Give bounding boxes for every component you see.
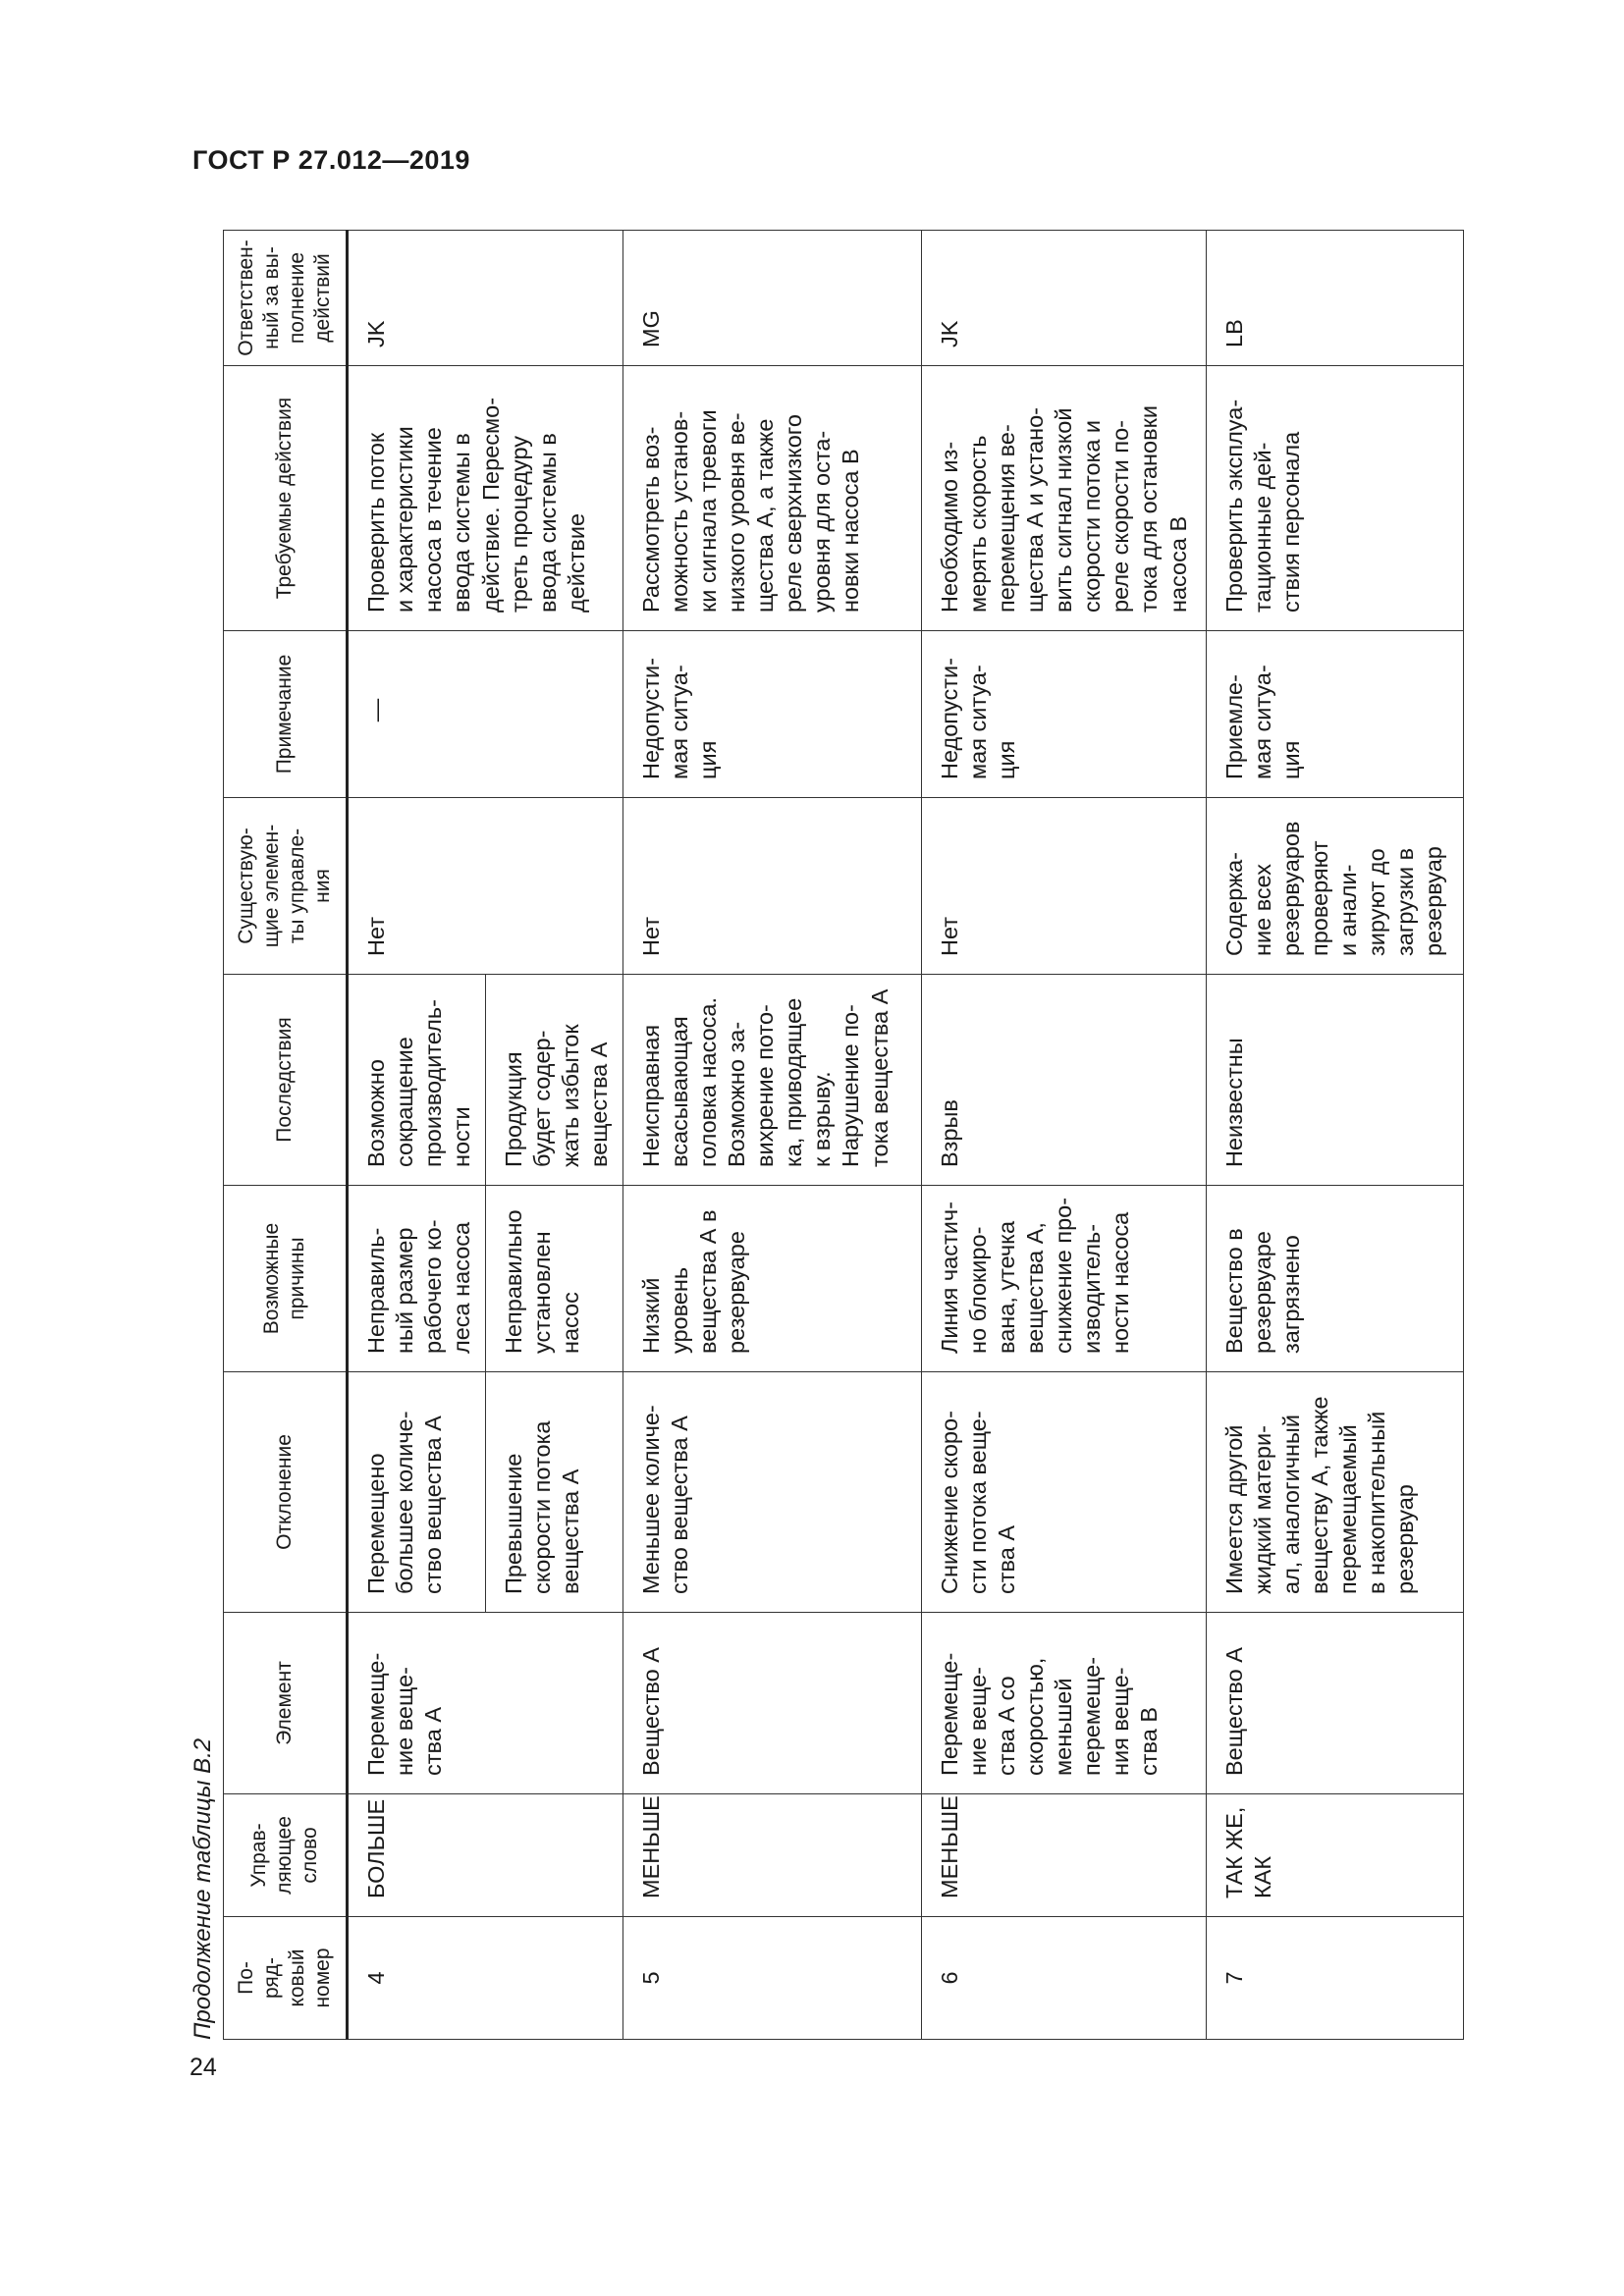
header-guideword: Управ- ляющее слово: [224, 1794, 348, 1917]
row-responsible: JK: [348, 231, 623, 366]
header-element: Элемент: [224, 1613, 348, 1794]
row-controls: Нет: [623, 798, 921, 975]
row-cause: Вещество в резервуаре загрязнено: [1206, 1186, 1463, 1372]
header-deviation: Отклонение: [224, 1372, 348, 1613]
row-number: 5: [623, 1917, 921, 2040]
table-row: [1206, 231, 1463, 2040]
row-deviation: Снижение скоро- сти потока веще- ства А: [921, 1372, 1206, 1613]
page-number: 24: [189, 2054, 217, 2081]
row-note: Недопусти- мая ситуа- ция: [921, 631, 1206, 798]
row-consequence: Неисправная всасывающая головка насоса. Возможно за- вихрение пото- ка, приводящее к взрыву. Нарушение по- тока вещества А: [623, 975, 921, 1186]
row-cause: Неправильно установлен насос: [485, 1186, 623, 1372]
row-actions: Проверить эксплуа- тационные дей- ствия персонала: [1206, 366, 1463, 631]
row-element: Перемеще- ние веще- ства А: [348, 1613, 623, 1794]
row-cause: Неправиль- ный размер рабочего ко- леса насоса: [348, 1186, 486, 1372]
row-deviation: Меньшее количе- ство вещества А: [623, 1372, 921, 1613]
row-controls: Содержа- ние всех резервуаров проверяют и анали- зируют до загрузки в резервуар: [1206, 798, 1463, 975]
table-header-row: [224, 231, 348, 2040]
header-responsible: Ответствен- ный за вы- полнение действий: [224, 231, 348, 366]
header-causes: Возможные причины: [224, 1186, 348, 1372]
row-deviation: Перемещено большее количе- ство вещества А: [348, 1372, 486, 1613]
row-number: 6: [921, 1917, 1206, 2040]
header-actions: Требуемые действия: [224, 366, 348, 631]
header-controls: Существую- щие элемен- ты управле- ния: [224, 798, 348, 975]
table-row: [623, 231, 921, 2040]
header-number: По- ряд- ковый номер: [224, 1917, 348, 2040]
hazop-table: [223, 230, 1464, 2040]
row-controls: Нет: [921, 798, 1206, 975]
row-responsible: JK: [921, 231, 1206, 366]
row-guideword: МЕНЬШЕ: [623, 1794, 921, 1917]
row-element: Вещество А: [1206, 1613, 1463, 1794]
rotated-table-container: [223, 231, 1446, 2040]
header-note: Примечание: [224, 631, 348, 798]
row-number: 7: [1206, 1917, 1463, 2040]
row-cause: Низкий уровень вещества А в резервуаре: [623, 1186, 921, 1372]
header-consequences: Последствия: [224, 975, 348, 1186]
row-actions: Необходимо из- мерять скорость перемещения ве- щества А и устано- вить сигнал низкой скорости потока и реле скорости по- тока для остановки насоса В: [921, 366, 1206, 631]
row-cause: Линия частич- но блокиро- вана, утечка вещества А, снижение про- изводитель- ности насоса: [921, 1186, 1206, 1372]
row-guideword: МЕНЬШЕ: [921, 1794, 1206, 1917]
table-row: [921, 231, 1206, 2040]
table-caption: Продолжение таблицы В.2: [189, 1737, 216, 2040]
row-guideword: БОЛЬШЕ: [348, 1794, 623, 1917]
table-row: [348, 231, 486, 2040]
row-consequence: Взрыв: [921, 975, 1206, 1186]
row-note: Недопусти- мая ситуа- ция: [623, 631, 921, 798]
row-responsible: MG: [623, 231, 921, 366]
row-controls: Нет: [348, 798, 623, 975]
row-consequence: Неизвестны: [1206, 975, 1463, 1186]
row-consequence: Возможно сокращение производитель- ности: [348, 975, 486, 1186]
row-deviation: Превышение скорости потока вещества А: [485, 1372, 623, 1613]
row-responsible: LB: [1206, 231, 1463, 366]
row-guideword: ТАК ЖЕ, КАК: [1206, 1794, 1463, 1917]
row-actions: Рассмотреть воз- можность установ- ки сигнала тревоги низкого уровня ве- щества А, а также реле сверхнизкого уровня для оста- новки насоса В: [623, 366, 921, 631]
row-consequence: Продукция будет содер- жать избыток вещества А: [485, 975, 623, 1186]
row-actions: Проверить поток и характеристики насоса в течение ввода системы в действие. Пересмо- треть процедуру ввода системы в действие: [348, 366, 623, 631]
row-note: Приемле- мая ситуа- ция: [1206, 631, 1463, 798]
row-number: 4: [348, 1917, 623, 2040]
row-note: —: [348, 631, 623, 798]
document-header: ГОСТ Р 27.012—2019: [192, 145, 470, 175]
row-deviation: Имеется другой жидкий матери- ал, аналогичный веществу А, также перемещаемый в накопительный резервуар: [1206, 1372, 1463, 1613]
row-element: Перемеще- ние веще- ства А со скоростью, меньшей перемеще- ния веще- ства В: [921, 1613, 1206, 1794]
row-element: Вещество А: [623, 1613, 921, 1794]
